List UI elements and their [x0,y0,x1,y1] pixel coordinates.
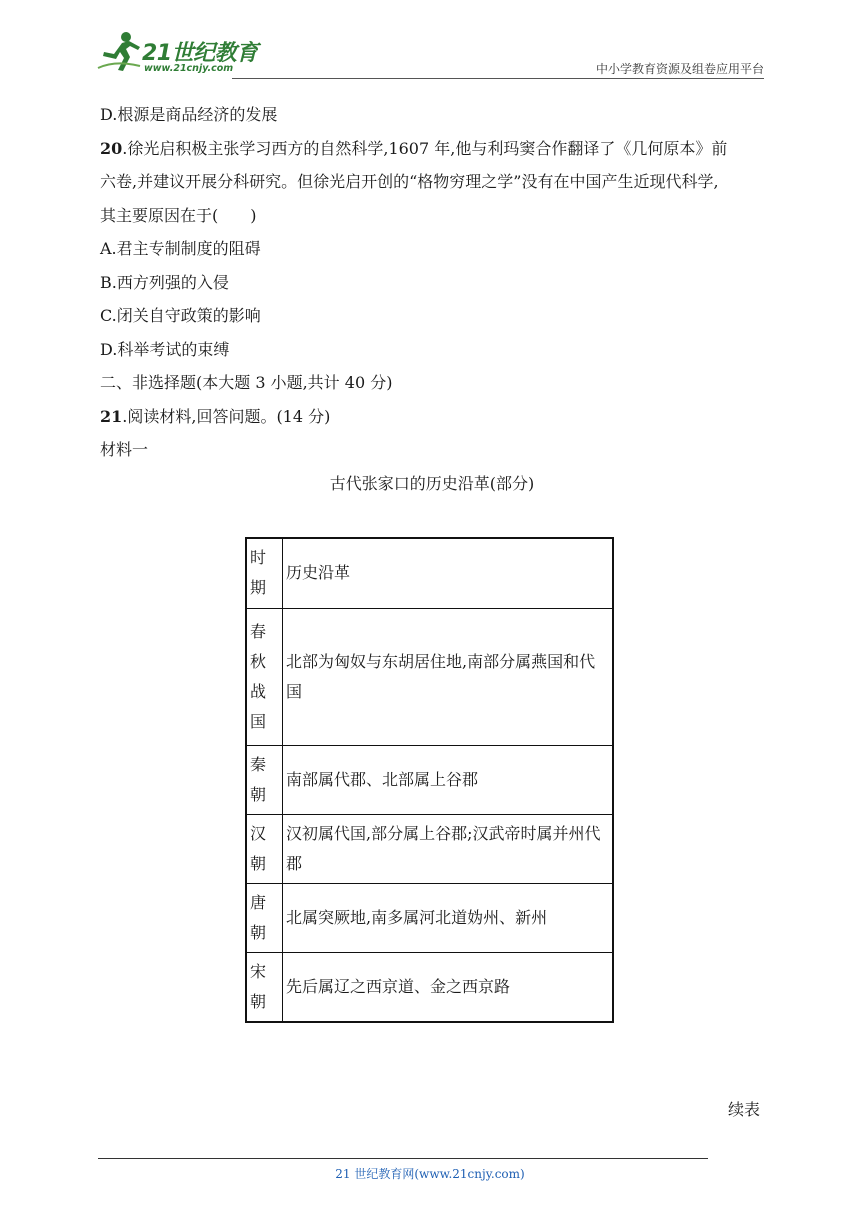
prev-option-d: D.根源是商品经济的发展 [100,105,278,124]
question-content [100,98,764,500]
row-period: 汉朝 [246,814,283,883]
table-header-row [246,538,613,608]
row-desc: 先后属辽之西京道、金之西京路 [283,952,614,1022]
logo [96,30,266,78]
logo-text: 21世纪教育 [142,41,258,66]
table-row [246,952,613,1022]
table-row [246,814,613,883]
row-period: 宋朝 [246,952,283,1022]
runner-logo-icon [96,30,142,74]
row-period: 秦朝 [246,745,283,814]
row-desc: 北属突厥地,南多属河北道妫州、新州 [283,883,614,952]
footer-divider [98,1158,708,1159]
question-21-text: .阅读材料,回答问题。(14 分) [122,406,331,426]
question-20-line-3: 其主要原因在于( ) [100,205,257,225]
question-20-line-1: .徐光启积极主张学习西方的自然科学,1607 年,他与利玛窦合作翻译了《几何原本》前 [122,138,728,158]
row-desc: 汉初属代国,部分属上谷郡;汉武帝时属并州代郡 [283,814,614,883]
material-1-label: 材料一 [100,440,149,459]
history-table [245,537,614,1023]
header-divider [232,78,764,79]
question-20 [100,132,764,166]
table-row [246,745,613,814]
section-2-heading: 二、非选择题(本大题 3 小题,共计 40 分) [100,373,393,392]
question-20-line-2: 六卷,并建议开展分科研究。但徐光启开创的“格物穷理之学”没有在中国产生近现代科学, [100,172,719,191]
header-history: 历史沿革 [283,538,614,608]
header-period: 时期 [246,538,283,608]
row-desc: 南部属代郡、北部属上谷郡 [283,745,614,814]
table-row [246,608,613,745]
table-row [246,883,613,952]
header-tagline: 中小学教育资源及组卷应用平台 [595,62,764,76]
page-header [96,30,764,78]
table-title: 古代张家口的历史沿革(部分) [329,473,535,493]
logo-url: www.21cnjy.com [144,63,234,74]
footer-text: 21 世纪教育网(www.21cnjy.com) [335,1167,525,1181]
option-c: C.闭关自守政策的影响 [100,306,261,325]
row-period: 唐朝 [246,883,283,952]
question-21-number: 21 [100,406,123,426]
continue-label: 续表 [728,1100,761,1119]
row-desc: 北部为匈奴与东胡居住地,南部分属燕国和代国 [283,608,614,745]
question-21 [100,400,764,434]
option-a: A.君主专制制度的阻碍 [100,239,261,258]
option-b: B.西方列强的入侵 [100,272,229,292]
question-20-number: 20 [100,138,123,158]
row-period: 春秋战国 [246,608,283,745]
option-d: D.科举考试的束缚 [100,339,230,359]
